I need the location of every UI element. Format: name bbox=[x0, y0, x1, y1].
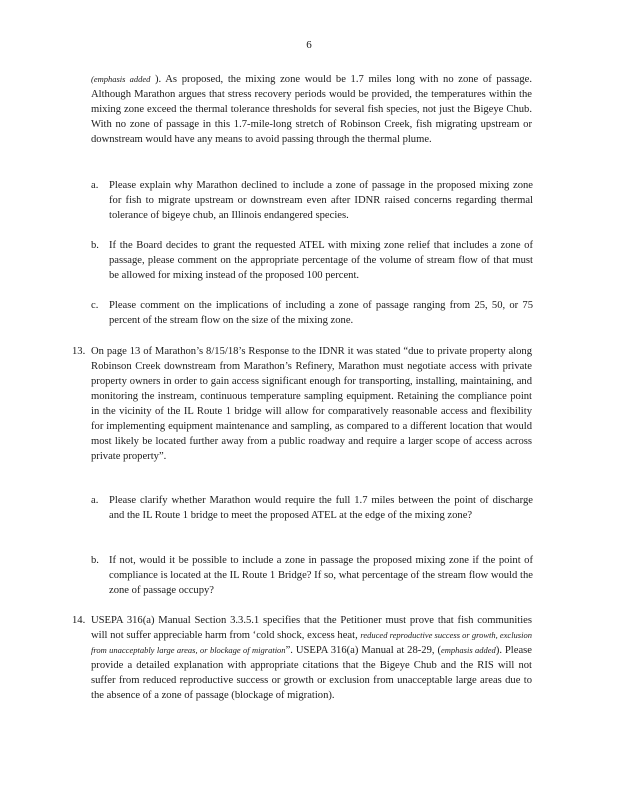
question-14-text bbox=[91, 613, 532, 703]
list-item-label: b. bbox=[91, 240, 99, 251]
q14-part2: ”. USEPA 316(a) Manual at 28-29, ( bbox=[285, 645, 441, 656]
question-13-text: On page 13 of Marathon’s 8/15/18’s Response to the IDNR it was stated “due to private property along Robinson Creek downstream from Marathon’s Refinery, Marathon must negotiate access with private property owners in order to gain access significant enough for transporting, installing, maintaining, and monitoring the instream, continuous temperature sampling equipment. Retaining the compliance point in the vicinity of the IL Route 1 bridge will allow for comparatively reasonable access and flexibility for implementing equipment maintenance and sampling, as compared to a different location that would most likely be located further away from a public roadway and require a larger scope of access across private property”. bbox=[91, 346, 532, 462]
list-item-text: If the Board decides to grant the requested ATEL with mixing zone relief that includes a zone of passage, please comment on the appropriate percentage of the volume of stream flow of that must be allowed for mixing instead of the proposed 100 percent. bbox=[109, 240, 533, 281]
list-item-label: a. bbox=[91, 495, 99, 506]
q14-emphasis: emphasis added bbox=[441, 645, 496, 655]
intro-emphasis: (emphasis added bbox=[91, 74, 151, 84]
question-14-number: 14. bbox=[72, 615, 86, 626]
page-number: 6 bbox=[306, 39, 312, 51]
q14-part1: USEPA 316(a) Manual Section 3.3.5.1 specifies that the Petitioner must prove that fish communities will not suffer appreciable harm from ‘cold shock, excess heat, bbox=[91, 615, 532, 641]
intro-text: ). As proposed, the mixing zone would be 1.7 miles long with no zone of passage. Although Marathon argues that stress recovery periods would be provided, the temperatures within the mixing zone exceed the thermal tolerance thresholds for several fish species, not just the Bigeye Chub. With no zone of passage in this 1.7-mile-long stretch of Robinson Creek, fish migrating upstream or downstream would have any means to avoid passing through the thermal plume. bbox=[91, 74, 532, 145]
list-item-text: If not, would it be possible to include a zone in passage the proposed mixing zone if the point of compliance is located at the IL Route 1 Bridge? If so, what percentage of the stream flow would the zone of passage occupy? bbox=[109, 555, 533, 596]
list-item-label: a. bbox=[91, 180, 99, 191]
list-item-label: b. bbox=[91, 555, 99, 566]
list-item-text: Please clarify whether Marathon would require the full 1.7 miles between the point of discharge and the IL Route 1 bridge to meet the proposed ATEL at the edge of the mixing zone? bbox=[109, 495, 533, 521]
list-item-label: c. bbox=[91, 300, 99, 311]
q14-italic-citation: reduced reproductive success or growth, exclusion from unacceptably large areas, or blockage of migration bbox=[91, 630, 532, 655]
question-13-number: 13. bbox=[72, 346, 86, 357]
intro-paragraph bbox=[91, 72, 532, 147]
list-item-text: Please comment on the implications of including a zone of passage ranging from 25, 50, or 75 percent of the stream flow on the size of the mixing zone. bbox=[109, 300, 533, 326]
list-item-text: Please explain why Marathon declined to include a zone of passage in the proposed mixing zone for fish to migrate upstream or downstream even after IDNR raised concerns regarding thermal tolerance of bigeye chub, an Illinois endangered species. bbox=[109, 180, 533, 221]
q14-part3: ). Please provide a detailed explanation with appropriate citations that the Bigeye Chub and the RIS will not suffer from reduced reproductive success or growth or exclusion from unacceptable large areas due to the absence of a zone of passage (blockage of migration). bbox=[91, 645, 532, 701]
